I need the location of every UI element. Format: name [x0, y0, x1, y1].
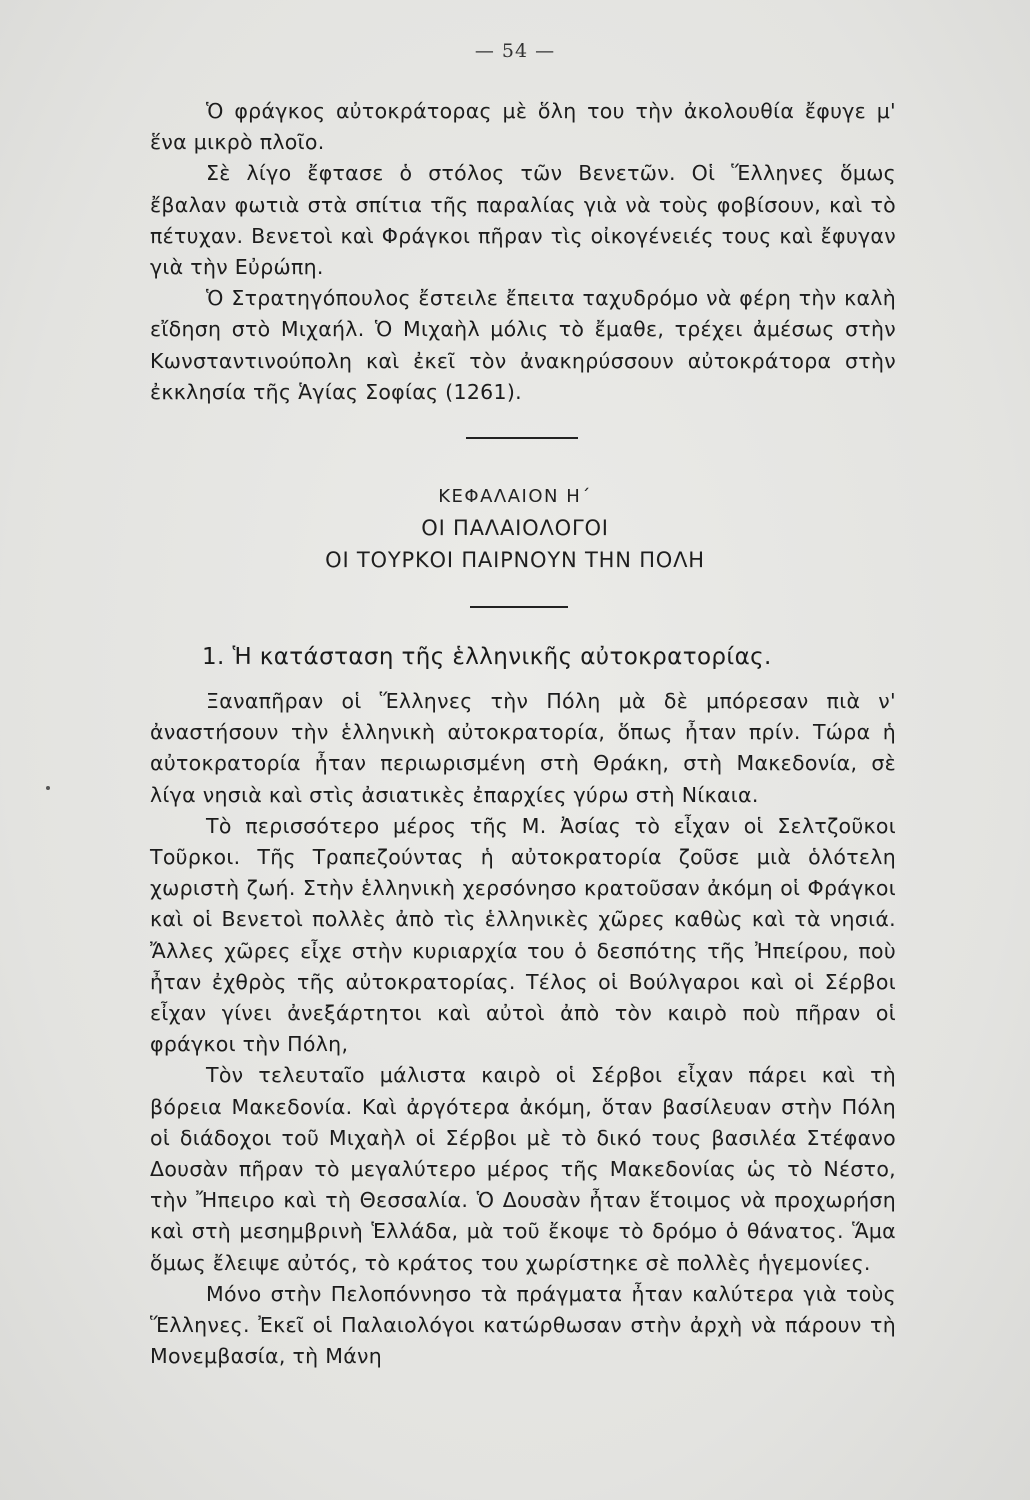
divider-rule — [466, 437, 578, 439]
section-text-block — [150, 686, 896, 1372]
paragraph: Μόνο στὴν Πελοπόννησο τὰ πράγματα ἦταν καλύτερα γιὰ τοὺς Ἕλληνες. Ἐκεῖ οἱ Παλαιολόγοι κατώρθωσαν στὴν ἀρχὴ νὰ πάρουν τὴ Μονεμβασία, τὴ Μάνη — [150, 1281, 896, 1369]
paragraph: Ξαναπῆραν οἱ Ἕλληνες τὴν Πόλη μὰ δὲ μπόρεσαν πιὰ ν' ἀναστήσουν τὴν ἑλληνικὴ αὐτοκρατορία, ὅπως ἦταν πρίν. Τώρα ἡ αὐτοκρατορία ἦταν περιωρισμένη στὴ Θράκη, στὴ Μακεδονία, σὲ λίγα νησιὰ καὶ στὶς ἀσιατικὲς ἐπαρχίες γύρω στὴ Νίκαια. — [150, 689, 896, 807]
chapter-title-line-2: ΟΙ ΤΟΥΡΚΟΙ ΠΑΙΡΝΟΥΝ ΤΗΝ ΠΟΛΗ — [325, 548, 705, 572]
paper-speck — [46, 786, 50, 790]
chapter-label: ΚΕΦΑΛΑΙΟΝ Η΄ — [438, 486, 592, 507]
paragraph: Σὲ λίγο ἔφτασε ὁ στόλος τῶν Βενετῶν. Οἱ Ἕλληνες ὅμως ἔβαλαν φωτιὰ στὰ σπίτια τῆς παραλίας γιὰ νὰ τοὺς φοβίσουν, καὶ τὸ πέτυχαν. Βενετοὶ καὶ Φράγκοι πῆραν τὶς οἰκογένειές τους καὶ ἔφυγαν γιὰ τὴν Εὐρώπη. — [150, 161, 896, 280]
paragraph: Ὁ φράγκος αὐτοκράτορας μὲ ὅλη του τὴν ἀκολουθία ἔφυγε μ' ἕνα μικρὸ πλοῖο. — [150, 99, 896, 155]
paragraph: Τὸν τελευταῖο μάλιστα καιρὸ οἱ Σέρβοι εἶχαν πάρει καὶ τὴ βόρεια Μακεδονία. Καὶ ἀργότερα ἀκόμη, ὅταν βασίλευαν στὴν Πόλη οἱ διάδοχοι τοῦ Μιχαὴλ οἱ Σέρβοι μὲ τὸ δικό τους βασιλέα Στέφανο Δουσὰν πῆραν τὸ μεγαλύτερο μέρος τῆς Μακεδονίας ὡς τὸ Νέστο, τὴν Ἤπειρο καὶ τὴ Θεσσαλία. Ὁ Δουσὰν ἦταν ἕτοιμος νὰ προχωρήση καὶ στὴ μεσημβρινὴ Ἑλλάδα, μὰ τοῦ ἔκοψε τὸ δρόμο ὁ θάνατος. Ἅμα ὅμως ἔλειψε αὐτός, τὸ κράτος του χωρίστηκε σὲ πολλὲς ἡγεμονίες. — [150, 1063, 896, 1275]
page-number: — 54 — — [474, 40, 556, 62]
top-text-block — [150, 96, 896, 408]
paragraph: Ὁ Στρατηγόπουλος ἔστειλε ἔπειτα ταχυδρόμο νὰ φέρη τὴν καλὴ εἴδηση στὸ Μιχαήλ. Ὁ Μιχαὴλ μόλις τὸ ἔμαθε, τρέχει ἀμέσως στὴν Κωνσταντινούπολη καὶ ἐκεῖ τὸν ἀνακηρύσσουν αὐτοκράτορα στὴν ἐκκλησία τῆς Ἁγίας Σοφίας (1261). — [150, 286, 896, 404]
divider-rule — [470, 606, 568, 608]
paragraph: Τὸ περισσότερο μέρος τῆς Μ. Ἀσίας τὸ εἶχαν οἱ Σελτζοῦκοι Τοῦρκοι. Τῆς Τραπεζούντας ἡ αὐτοκρατορία ζοῦσε μιὰ ὁλότελη χωριστὴ ζωή. Στὴν ἑλληνικὴ χερσόνησο κρατοῦσαν ἀκόμη οἱ Φράγκοι καὶ οἱ Βενετοὶ πολλὲς ἀπὸ τὶς ἑλληνικὲς χῶρες καθὼς καὶ τὰ νησιά. Ἄλλες χῶρες εἶχε στὴν κυριαρχία του ὁ δεσπότης τῆς Ἠπείρου, ποὺ ἦταν ἐχθρὸς τῆς αὐτοκρατορίας. Τέλος οἱ Βούλγαροι καὶ οἱ Σέρβοι εἶχαν γίνει ἀνεξάρτητοι καὶ αὐτοὶ ἀπὸ τὸν καιρὸ ποὺ πῆραν οἱ φράγκοι τὴν Πόλη, — [150, 813, 896, 1057]
chapter-title-line-1: ΟΙ ΠΑΛΑΙΟΛΟΓΟΙ — [421, 516, 609, 540]
section-heading: 1. Ἡ κατάσταση τῆς ἑλληνικῆς αὐτοκρατορίας. — [202, 644, 772, 670]
